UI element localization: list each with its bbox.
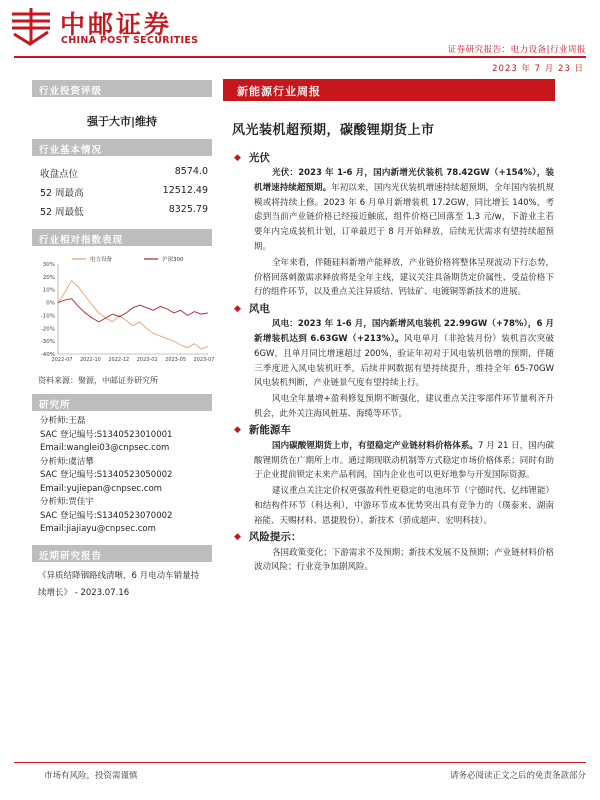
paragraph [232,166,554,255]
analyst-email[interactable]: Email:wanglei03@cnpsec.com [40,443,170,453]
recent-section-title: 近期研究报告 [32,545,212,562]
series-line-0 [58,281,208,349]
bullet-icon: ◆ [234,425,241,436]
analyst-line: 分析师:贾佳宇 [40,497,94,507]
paragraph [232,317,554,391]
x-tick-label: 2023-07 [193,357,215,363]
legend-label: 沪深300 [162,257,184,263]
bullet-icon: ◆ [234,303,241,314]
y-tick-label: 0% [46,300,55,307]
report-date: 2023 年 7 月 23 日 [492,64,584,74]
basics-section-title: 行业基本情况 [32,139,212,156]
x-tick-label: 2023-02 [136,357,158,363]
company-name-cn: 中邮证券 [60,10,173,39]
y-tick-label: 30% [42,262,55,268]
bullet-icon: ◆ [234,532,241,543]
relative-index-chart [32,254,215,369]
y-tick-label: 10% [42,287,55,294]
paragraph-lead: 风电：2023 年 1-6 月，国内新增风电装机 22.99GW（+78%），6 月新增装机达到 6.63GW（+213%）。 [254,319,554,344]
section-title: 新能源车 [248,424,291,437]
report-banner: 新能源行业周报 [223,79,555,101]
section-heading-risk [232,530,554,546]
paragraph-text: 全年来看，伴随硅料新增产能释放，产业链价格将整体呈现波动下行态势，价格回落刺激需求释放将是全年主线，建议关注具备期货定价属性、受益价格下行的组件环节，以及重点关注异质结、钙钛矿、电镀铜等新技术的进展。 [254,257,554,298]
header-divider [14,56,586,58]
x-tick-label: 2023-05 [165,357,187,363]
report-body [232,150,554,576]
relative-index-chart-svg [32,254,215,369]
recent-report-link[interactable]: 《异质结降铟路线清晰，6 月电动车销量持续增长》 - 2023.07.16 [38,570,200,598]
y-tick-label: -30% [40,339,55,346]
stat-label: 52 周最低 [40,207,84,218]
analyst-line: 分析师:虞洁攀 [40,456,94,467]
stat-row [40,204,212,223]
analyst-list [32,411,212,537]
analyst-line: SAC 登记编号:S1340523050002 [40,470,173,480]
paragraph-text: 7 月 21 日，国内碳酸锂期货在广期所上市。通过期现联动机制等方式稳定市场价格体系；同时有助于企业提前锁定未来产品利润，国内企业也可以更好地参与开发国际资源。 [254,440,554,481]
stat-label: 52 周最高 [40,188,84,199]
section-heading-wind [232,301,554,317]
report-title: 风光装机超预期，碳酸锂期货上市 [232,123,435,138]
paragraph-text: 风电全年量增+盈利修复预期不断强化，建议重点关注零部件环节量利齐升机会，此外关注海风桩基、海缆等环节。 [254,394,554,419]
footer-risk-note: 市场有风险，投资需谨慎 [44,771,138,781]
paragraph-lead: 国内碳酸锂期货上市，有望稳定产业链材料价格体系。 [272,440,478,451]
company-name-en: CHINA POST SECURITIES [61,35,199,46]
section-title: 光伏 [248,151,270,164]
x-tick-label: 2022-12 [108,357,130,363]
footer-disclaimer: 请务必阅读正文之后的免责条款部分 [449,771,586,781]
legend-label: 电力设备 [90,257,113,263]
x-tick-label: 2022-07 [51,357,73,363]
paragraph [232,484,554,528]
paragraph [232,392,554,422]
sidebar [32,80,215,602]
section-title: 风电 [248,302,270,315]
analyst-line: 分析师:王磊 [40,416,86,426]
analyst-email[interactable]: Email:yujiepan@cnpsec.com [40,483,162,494]
section-title: 风险提示： [248,531,302,544]
analyst-line: SAC 登记编号:S1340523070002 [40,510,173,521]
footer-divider [14,762,586,763]
y-tick-label: 20% [42,274,55,281]
stat-label: 收盘点位 [40,169,79,180]
industry-rating: 强于大市|维持 [86,115,158,128]
y-tick-label: -20% [40,326,55,333]
analyst-email[interactable]: Email:jiajiayu@cnpsec.com [40,524,156,534]
perf-section-title: 行业相对指数表现 [32,229,212,246]
paragraph [232,439,554,483]
analyst-line: SAC 登记编号:S1340523010001 [40,429,173,440]
y-tick-label: -10% [40,313,55,320]
section-heading-nev [232,423,554,439]
paragraph-lead: 光伏：2023 年 1-6 月，国内新增光伏装机 78.42GW（+154%），装机增速持续超预期。 [254,168,554,193]
basics-stats [32,156,212,229]
analysts-section-title: 研究所 [32,394,212,411]
report-tags: 证券研究报告：电力设备|行业周报 [447,45,586,55]
y-tick-label: -40% [40,352,55,358]
paragraph [232,256,554,300]
stat-row [40,166,212,185]
section-heading-pv [232,150,554,166]
paragraph-text: 风电单月（非抢装月份）装机首次突破 6GW，且单月同比增速超过 200%，验证年初对于风电装机倍增的预期，伴随三季度进入风电装机旺季，后续并网数据有望持续提升，维持全年 65-70GW 风电装机判断，产业链景气度有望持续上行。 [254,333,554,389]
paragraph-text: 建议重点关注定价权更强盈利性更稳定的电池环节（宁德时代、亿纬锂能）和结构件环节（科达利），中游环节成本优势突出具有竞争力的（璞泰来、湖南裕能、天赐材料、恩捷股份）、新技术（骄成超声、宏明科技）。 [254,486,554,526]
stat-row [40,185,212,204]
stat-value: 8325.79 [168,204,208,215]
rating-section-title: 行业投资评级 [32,80,212,97]
series-line-1 [58,299,208,322]
paragraph [232,546,554,576]
bullet-icon: ◆ [234,152,241,163]
stat-value: 12512.49 [162,185,208,196]
x-tick-label: 2022-10 [79,357,101,363]
paragraph-text: 年初以来，国内光伏装机增速持续超预期，全年国内装机规模或将持续上修。2023 年 6 月单月新增装机 17.2GW，同比增长 140%，考虑到当前产业链价格已经接近触底，组件价格已回落至 1.3 元/w，下游业主若要年内完成装机计划，订单最迟于 8 月开始释放，后续光伏需求有望持续超预期。 [254,182,554,252]
company-logo-emblem [8,6,54,46]
chart-source: 资料来源：聚源，中邮证券研究所 [38,376,158,385]
paragraph-text: 各国政策变化；下游需求不及预期；新技术发展不及预期；产业链材料价格波动风险；行业竞争加剧风险。 [254,547,554,573]
stat-value: 8574.0 [174,166,208,177]
